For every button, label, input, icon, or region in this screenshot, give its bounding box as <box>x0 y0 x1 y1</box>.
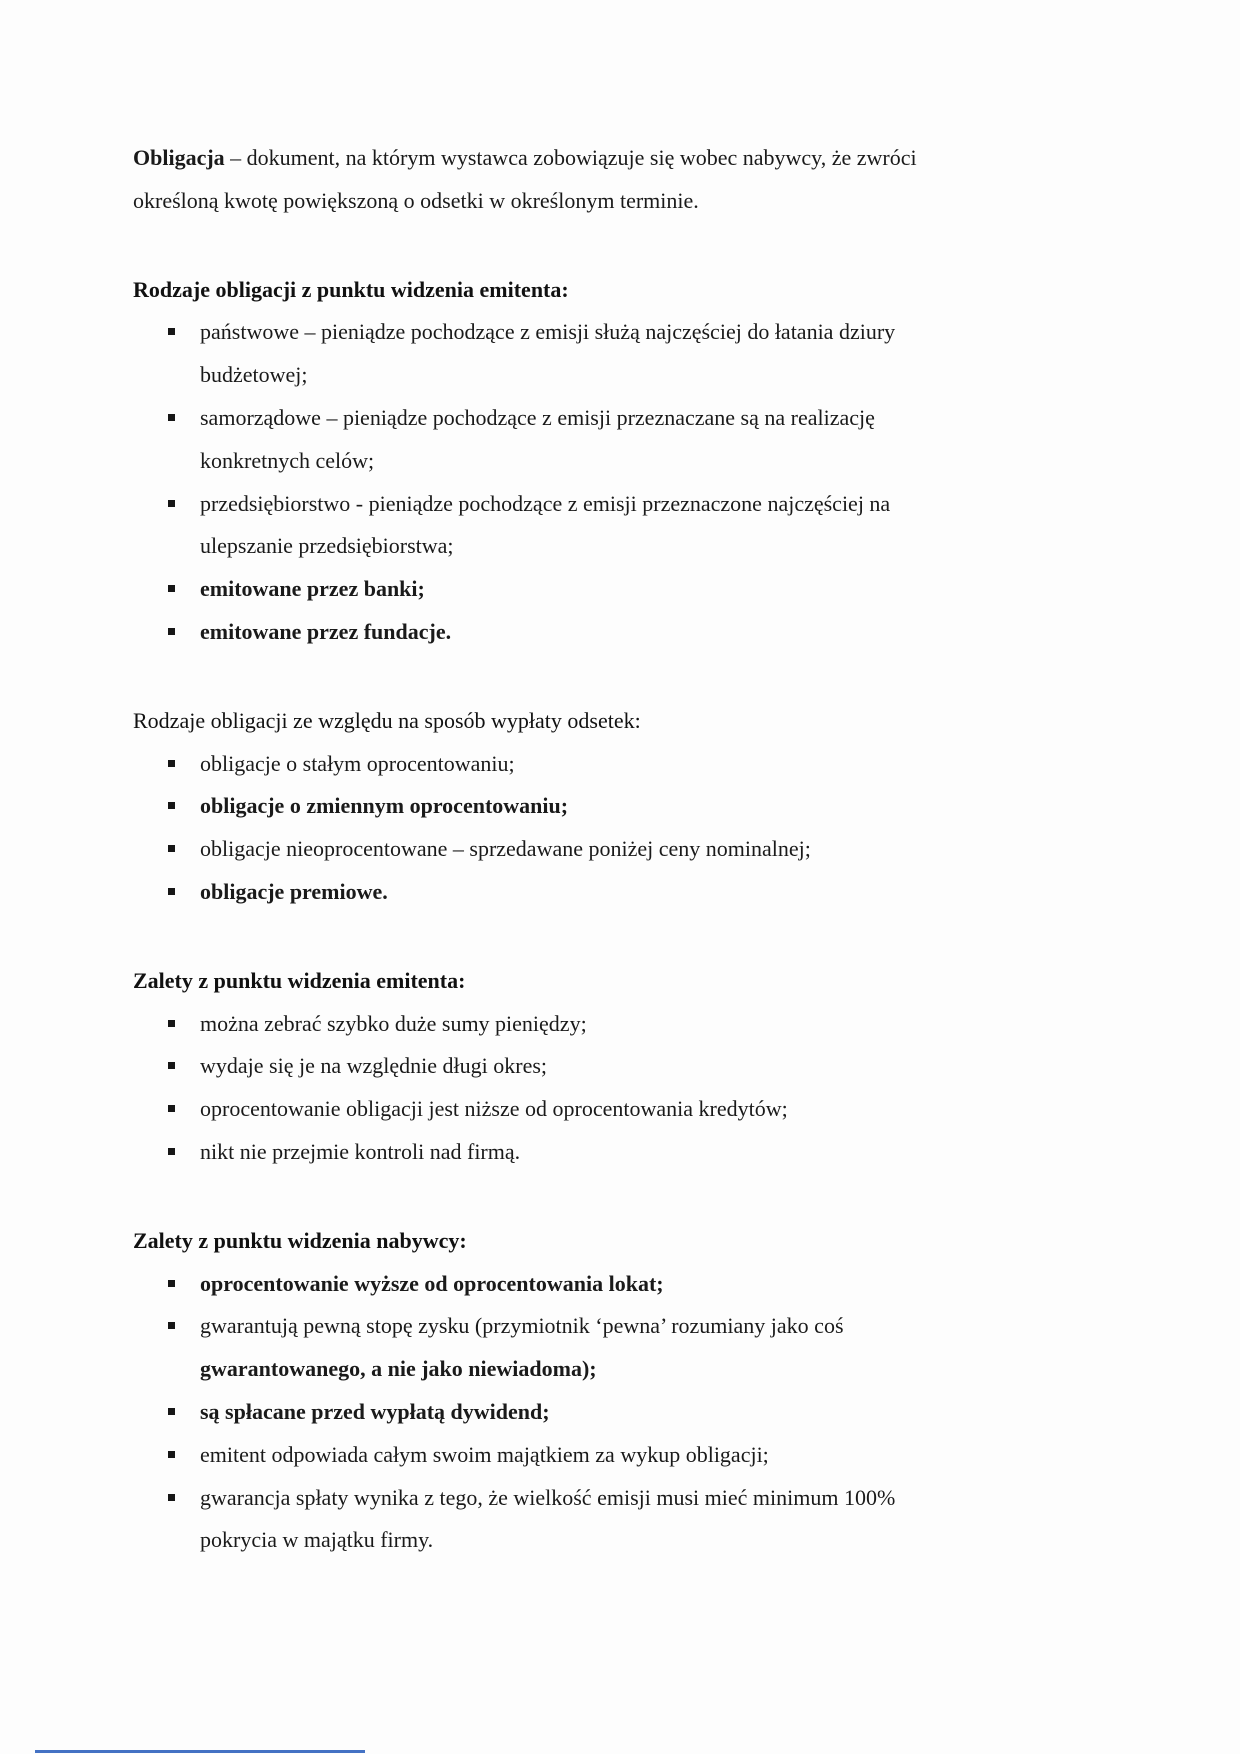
list-item <box>133 1391 973 1434</box>
bullet-square-icon <box>168 760 175 767</box>
list-item <box>133 397 973 440</box>
bullet-square-icon <box>168 328 175 335</box>
list-item-continuation: ulepszanie przedsiębiorstwa; <box>200 533 454 559</box>
bullet-square-icon <box>168 802 175 809</box>
list-item-text: emitowane przez fundacje. <box>200 618 452 644</box>
bullet-square-icon <box>168 1148 175 1155</box>
list-item-text: państwowe – pieniądze pochodzące z emisji służą najczęściej do łatania dziury <box>200 319 896 345</box>
list-item-text: obligacje nieoprocentowane – sprzedawane poniżej ceny nominalnej; <box>200 836 811 862</box>
list-item-text: emitent odpowiada całym swoim majątkiem za wykup obligacji; <box>200 1441 769 1467</box>
list-item-text: obligacje o stałym oprocentowaniu; <box>200 750 515 776</box>
bullet-square-icon <box>168 1280 175 1287</box>
bullet-square-icon <box>168 500 175 507</box>
list-item-text: obligacje o zmiennym oprocentowaniu; <box>200 793 569 819</box>
list-item-text: gwarancja spłaty wynika z tego, że wielkość emisji musi mieć minimum 100% <box>200 1484 896 1510</box>
list-item <box>133 785 973 828</box>
list-item <box>133 1305 973 1348</box>
section-heading-rodzaje-odsetki: Rodzaje obligacji ze względu na sposób wypłaty odsetek: <box>133 707 641 733</box>
bullet-square-icon <box>168 1062 175 1069</box>
bullet-square-icon <box>168 628 175 635</box>
list-item-continuation: konkretnych celów; <box>200 447 375 473</box>
list-item-text: oprocentowanie obligacji jest niższe od oprocentowania kredytów; <box>200 1096 788 1122</box>
list-item-continuation: pokrycia w majątku firmy. <box>200 1527 434 1553</box>
list-item <box>133 828 973 871</box>
document-content <box>133 0 973 1562</box>
list-item-text: są spłacane przed wypłatą dywidend; <box>200 1398 550 1424</box>
list-item-text: obligacje premiowe. <box>200 878 388 904</box>
bullet-square-icon <box>168 845 175 852</box>
list-item-text: nikt nie przejmie kontroli nad firmą. <box>200 1138 521 1164</box>
bullet-square-icon <box>168 585 175 592</box>
list-item-continuation: budżetowej; <box>200 362 308 388</box>
list-item-text: można zebrać szybko duże sumy pieniędzy; <box>200 1010 587 1036</box>
list-item-continuation: gwarantowanego, a nie jako niewiadoma); <box>200 1356 597 1382</box>
bullet-square-icon <box>168 1020 175 1027</box>
bullet-square-icon <box>168 1408 175 1415</box>
list-item <box>133 1003 973 1046</box>
list-item <box>133 611 973 654</box>
list-item <box>133 871 973 914</box>
intro-line-2: określoną kwotę powiększoną o odsetki w określonym terminie. <box>133 187 699 213</box>
list-item <box>133 743 973 786</box>
list-item-text: oprocentowanie wyższe od oprocentowania lokat; <box>200 1270 664 1296</box>
list-item-text: przedsiębiorstwo - pieniądze pochodzące z emisji przeznaczone najczęściej na <box>200 490 891 516</box>
bullet-square-icon <box>168 1322 175 1329</box>
bullet-square-icon <box>168 888 175 895</box>
list-item <box>133 568 973 611</box>
list-item <box>133 1045 973 1088</box>
list-item-text: gwarantują pewną stopę zysku (przymiotnik ‘pewna’ rozumiany jako coś <box>200 1313 844 1339</box>
bullet-square-icon <box>168 1105 175 1112</box>
list-item <box>133 1434 973 1477</box>
bullet-square-icon <box>168 1494 175 1501</box>
list-item-text: samorządowe – pieniądze pochodzące z emisji przeznaczane są na realizację <box>200 404 875 430</box>
list-item-text: emitowane przez banki; <box>200 576 425 602</box>
bullet-square-icon <box>168 1451 175 1458</box>
list-item <box>133 1088 973 1131</box>
bottom-accent-rule <box>35 1750 365 1753</box>
list-item-text: wydaje się je na względnie długi okres; <box>200 1053 548 1079</box>
section-heading-rodzaje-emitenta: Rodzaje obligacji z punktu widzenia emitenta: <box>133 276 569 302</box>
section-heading-zalety-emitenta: Zalety z punktu widzenia emitenta: <box>133 967 466 993</box>
list-item <box>133 1477 973 1520</box>
intro-line-1-rest: – dokument, na którym wystawca zobowiązuje się wobec nabywcy, że zwróci <box>224 145 917 170</box>
list-item <box>133 483 973 526</box>
list-item <box>133 1131 973 1174</box>
list-item <box>133 311 973 354</box>
intro-line-1 <box>133 137 973 180</box>
intro-term: Obligacja <box>133 145 225 170</box>
bullet-square-icon <box>168 414 175 421</box>
list-item <box>133 1263 973 1306</box>
section-heading-zalety-nabywcy: Zalety z punktu widzenia nabywcy: <box>133 1227 467 1253</box>
